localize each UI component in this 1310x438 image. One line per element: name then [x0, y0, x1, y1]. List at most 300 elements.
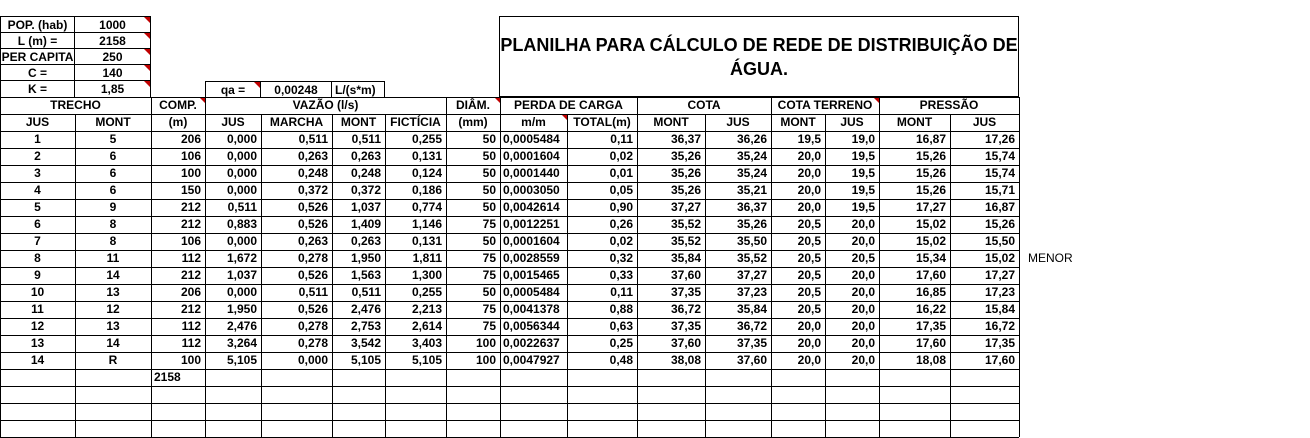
table-cell: 6 — [109, 149, 117, 163]
table-cell: 35,21 — [736, 183, 767, 197]
table-cell: 0,88 — [609, 302, 633, 316]
table-cell: 16,85 — [915, 285, 946, 299]
table-cell: 10 — [30, 285, 45, 299]
table-cell: 0,0015465 — [503, 268, 560, 282]
table-cell: 0,26 — [609, 217, 633, 231]
table-cell: 20,0 — [851, 285, 875, 299]
grid-line — [332, 114, 333, 437]
table-cell: 112 — [181, 336, 201, 350]
header-diam: DIÂM. — [446, 97, 500, 114]
subheader-cell: JUS — [972, 115, 997, 129]
table-cell: 0,0005484 — [503, 132, 560, 146]
table-cell: 0,511 — [351, 132, 381, 146]
param-value: 140 — [75, 64, 151, 81]
table-cell: 100 — [475, 353, 496, 367]
table-cell: 3,542 — [350, 336, 381, 350]
param-label: POP. (hab) — [0, 16, 75, 33]
table-cell: 50 — [482, 200, 496, 214]
table-cell: 15,26 — [915, 166, 946, 180]
grid-line — [879, 114, 880, 437]
table-cell: 37,27 — [736, 268, 767, 282]
table-cell: 15,84 — [984, 302, 1015, 316]
table-cell: 20,0 — [797, 149, 821, 163]
subheader-cell: FICTÍCIA — [390, 115, 441, 129]
table-cell: 15,74 — [984, 149, 1015, 163]
grid-line — [771, 114, 772, 437]
table-cell: 1,811 — [412, 251, 442, 265]
table-cell: 38,08 — [670, 353, 701, 367]
table-cell: 100 — [180, 166, 201, 180]
table-cell: 20,0 — [797, 336, 821, 350]
table-cell: 36,37 — [736, 200, 767, 214]
table-cell: 3,264 — [226, 336, 257, 350]
grid-line — [637, 97, 638, 114]
table-cell: 19,0 — [851, 132, 875, 146]
table-cell: 20,5 — [797, 251, 821, 265]
table-cell: 0,263 — [297, 234, 328, 248]
table-cell: 0,02 — [609, 234, 633, 248]
table-cell: 8 — [109, 217, 117, 231]
table-cell: 0,0047927 — [503, 353, 560, 367]
subheader-cell: MONT — [780, 115, 816, 129]
grid-line — [0, 386, 1019, 387]
table-cell: 50 — [482, 149, 496, 163]
subheader-cell: MONT — [653, 115, 689, 129]
table-cell: 35,26 — [670, 166, 701, 180]
grid-line — [567, 114, 568, 437]
table-cell: 106 — [180, 234, 201, 248]
table-cell: 0,90 — [609, 200, 633, 214]
grid-line — [261, 114, 262, 437]
table-cell: 17,35 — [984, 336, 1015, 350]
table-cell: 20,5 — [797, 234, 821, 248]
table-cell: 2,753 — [350, 319, 381, 333]
table-cell: 75 — [482, 319, 496, 333]
table-cell: 0,0005484 — [503, 285, 560, 299]
grid-line — [0, 182, 1019, 183]
table-cell: 75 — [482, 217, 496, 231]
header-pressao: PRESSÃO — [919, 98, 979, 112]
table-cell: 17,60 — [915, 268, 946, 282]
table-cell: 0,25 — [609, 336, 633, 350]
table-cell: 0,33 — [609, 268, 633, 282]
table-cell: 7 — [34, 234, 41, 248]
table-cell: 3 — [34, 166, 41, 180]
grid-line — [151, 114, 152, 437]
table-cell: 17,23 — [984, 285, 1015, 299]
table-cell: 20,0 — [851, 217, 875, 231]
table-cell: 6 — [109, 166, 117, 180]
table-cell: 20,0 — [797, 353, 821, 367]
table-cell: 37,60 — [670, 336, 701, 350]
table-cell: 35,84 — [670, 251, 701, 265]
table-cell: 9 — [34, 268, 41, 282]
grid-line — [825, 114, 826, 437]
table-cell: 50 — [482, 285, 496, 299]
grid-line — [205, 97, 206, 114]
table-cell: 50 — [482, 166, 496, 180]
grid-line — [879, 97, 880, 114]
table-cell: 1 — [34, 132, 41, 146]
table-cell: 50 — [482, 183, 496, 197]
grid-line — [0, 403, 1019, 404]
table-cell: 0,0001604 — [503, 234, 560, 248]
table-cell: 20,5 — [851, 251, 875, 265]
table-cell: 50 — [482, 234, 496, 248]
table-cell: 206 — [180, 132, 201, 146]
header-perda: PERDA DE CARGA — [514, 98, 623, 112]
table-cell: 15,34 — [915, 251, 946, 265]
grid-line — [151, 97, 152, 114]
table-cell: 0,526 — [297, 302, 328, 316]
table-cell: 75 — [482, 268, 496, 282]
table-cell: 5,105 — [226, 353, 257, 367]
table-cell: 13 — [106, 319, 120, 333]
table-cell: 20,0 — [851, 353, 875, 367]
table-cell: 0,05 — [609, 183, 633, 197]
table-cell: 1,300 — [411, 268, 442, 282]
table-cell: 5 — [34, 200, 41, 214]
table-cell: 6 — [109, 183, 117, 197]
grid-line — [0, 97, 1, 114]
table-cell: 0,372 — [350, 183, 381, 197]
table-cell: 2 — [34, 149, 41, 163]
subheader-cell: MONT — [896, 115, 933, 129]
page-title: PLANILHA PARA CÁLCULO DE REDE DE DISTRIBUIÇÃO DE ÁGUA. — [500, 35, 1018, 79]
table-cell: 0,0001440 — [503, 166, 560, 180]
table-cell: 19,5 — [851, 149, 875, 163]
table-cell: 37,35 — [670, 319, 701, 333]
grid-line — [0, 216, 1019, 217]
table-cell: 0,0056344 — [503, 319, 560, 333]
table-cell: 17,60 — [984, 353, 1015, 367]
param-label: PER CAPITA — [1, 50, 74, 64]
table-cell: 3,403 — [411, 336, 442, 350]
table-cell: 20,0 — [851, 302, 875, 316]
grid-line — [1019, 97, 1020, 114]
table-cell: 20,0 — [851, 234, 875, 248]
table-cell: 0,63 — [609, 319, 633, 333]
qa-label: qa = — [205, 81, 261, 97]
table-cell: 1,037 — [350, 200, 381, 214]
table-cell: 0,0001604 — [503, 149, 560, 163]
table-cell: 14 — [30, 353, 45, 367]
table-cell: 37,60 — [736, 353, 767, 367]
grid-line — [0, 352, 1019, 353]
title-box — [499, 16, 1019, 97]
grid-line — [705, 114, 706, 437]
table-cell: 0,255 — [411, 132, 442, 146]
table-cell: 19,5 — [797, 132, 821, 146]
grid-line — [500, 97, 501, 114]
table-cell: 0,11 — [610, 132, 633, 146]
table-cell: 1,950 — [350, 251, 381, 265]
subheader-cell: MONT — [95, 115, 131, 129]
table-cell: 37,35 — [736, 336, 767, 350]
table-cell: 0,774 — [411, 200, 442, 214]
table-cell: 0,278 — [297, 336, 328, 350]
table-cell: 1,672 — [226, 251, 257, 265]
table-cell: 37,27 — [670, 200, 701, 214]
grid-line — [0, 267, 1019, 268]
table-cell: 17,60 — [915, 336, 946, 350]
table-cell: 35,26 — [670, 183, 701, 197]
table-cell: 2,476 — [350, 302, 381, 316]
grid-line — [0, 233, 1019, 234]
qa-unit: L/(s*m) — [332, 81, 385, 97]
param-value: 1000 — [75, 16, 151, 33]
table-cell: 1,037 — [226, 268, 257, 282]
table-cell: 19,5 — [851, 183, 875, 197]
table-cell: 0,0022637 — [503, 336, 560, 350]
grid-line — [0, 318, 1019, 319]
grid-line — [0, 369, 1019, 370]
table-cell: 17,27 — [984, 268, 1015, 282]
table-cell: 0,278 — [297, 251, 328, 265]
table-cell: 0,883 — [226, 217, 257, 231]
table-cell: 100 — [475, 336, 496, 350]
table-cell: 0,000 — [226, 285, 257, 299]
header-comp: COMP. — [151, 97, 205, 114]
param-label: K = — [0, 80, 75, 97]
table-cell: 12 — [30, 319, 45, 333]
table-cell: 0,511 — [298, 285, 328, 299]
table-cell: 35,84 — [736, 302, 767, 316]
table-cell: 20,5 — [797, 302, 821, 316]
table-cell: 16,72 — [984, 319, 1015, 333]
subheader-cell: JUS — [726, 115, 750, 129]
table-cell: 0,263 — [350, 149, 381, 163]
table-cell: 17,26 — [984, 132, 1015, 146]
header-trecho: TRECHO — [50, 98, 101, 112]
table-cell: 1,950 — [226, 302, 257, 316]
table-cell: 75 — [482, 302, 496, 316]
table-cell: 0,32 — [609, 251, 633, 265]
param-label: L (m) = — [0, 32, 75, 49]
table-cell: 100 — [180, 353, 201, 367]
table-cell: 1,146 — [411, 217, 442, 231]
param-value: 1,85 — [75, 80, 151, 97]
subheader-cell: JUS — [840, 115, 864, 129]
table-cell: 0,000 — [226, 234, 257, 248]
table-cell: 20,0 — [851, 319, 875, 333]
table-cell: 15,26 — [915, 183, 946, 197]
table-cell: 20,0 — [797, 200, 821, 214]
table-cell: 11 — [31, 302, 44, 316]
table-cell: 0,000 — [226, 183, 257, 197]
param-label: C = — [0, 64, 75, 81]
header-cota: COTA — [687, 98, 721, 112]
grid-line — [0, 114, 1019, 115]
table-cell: 20,0 — [851, 336, 875, 350]
table-cell: 0,255 — [411, 285, 442, 299]
table-cell: 5,105 — [350, 353, 381, 367]
table-cell: 20,0 — [851, 268, 875, 282]
grid-line — [385, 114, 386, 437]
table-cell: 0,263 — [350, 234, 381, 248]
menor-note: MENOR — [1028, 251, 1073, 265]
table-cell: 12 — [106, 302, 120, 316]
grid-line — [0, 335, 1019, 336]
table-cell: 36,72 — [670, 302, 701, 316]
grid-line — [1019, 114, 1020, 437]
table-cell: 2,614 — [411, 319, 442, 333]
table-cell: 35,26 — [736, 217, 767, 231]
table-cell: 9 — [109, 200, 117, 214]
table-cell: 35,52 — [736, 251, 767, 265]
table-cell: 1,409 — [350, 217, 381, 231]
table-cell: 15,71 — [984, 183, 1015, 197]
table-cell: 0,000 — [226, 166, 257, 180]
grid-line — [0, 199, 1019, 200]
grid-line — [0, 284, 1019, 285]
table-cell: 19,5 — [851, 166, 875, 180]
grid-line — [0, 97, 1019, 98]
table-cell: 212 — [180, 200, 201, 214]
table-cell: 14 — [106, 268, 120, 282]
table-cell: 112 — [181, 319, 201, 333]
table-cell: 17,27 — [915, 200, 946, 214]
table-cell: 35,52 — [670, 234, 701, 248]
grid-line — [0, 165, 1019, 166]
table-cell: 35,24 — [736, 166, 767, 180]
grid-line — [500, 114, 501, 437]
table-cell: 212 — [180, 217, 201, 231]
param-value: 2158 — [75, 32, 151, 49]
table-cell: 50 — [482, 132, 496, 146]
table-cell: 0,124 — [411, 166, 442, 180]
table-cell: 18,08 — [915, 353, 946, 367]
table-cell: 0,526 — [297, 217, 328, 231]
table-cell: 13 — [106, 285, 120, 299]
table-cell: 106 — [180, 149, 201, 163]
subheader-cell: MARCHA — [269, 115, 324, 129]
table-cell: 36,72 — [736, 319, 767, 333]
subheader-cell: JUS — [25, 115, 50, 129]
table-cell: 15,02 — [915, 234, 946, 248]
grid-line — [75, 114, 76, 437]
table-cell: 0,248 — [350, 166, 381, 180]
grid-line — [446, 97, 447, 114]
table-cell: 20,5 — [797, 285, 821, 299]
table-cell: 17,35 — [915, 319, 946, 333]
qa-value: 0,00248 — [261, 81, 332, 97]
table-cell: 0,0012251 — [503, 217, 560, 231]
table-cell: 35,26 — [670, 149, 701, 163]
table-cell: 16,87 — [984, 200, 1015, 214]
table-cell: 37,35 — [670, 285, 701, 299]
table-cell: 0,0028559 — [503, 251, 560, 265]
table-cell: 0,278 — [297, 319, 328, 333]
table-cell: 8 — [109, 234, 117, 248]
table-cell: 2,476 — [226, 319, 257, 333]
table-cell: 15,74 — [984, 166, 1015, 180]
table-cell: 8 — [34, 251, 41, 265]
subheader-cell: (m) — [168, 115, 188, 129]
table-cell: 15,50 — [984, 234, 1015, 248]
grid-line — [0, 131, 1019, 132]
table-cell: 15,02 — [984, 251, 1015, 265]
grid-line — [0, 250, 1019, 251]
table-cell: 15,26 — [984, 217, 1015, 231]
table-cell: 0,511 — [351, 285, 381, 299]
header-vazao: VAZÃO (l/s) — [292, 98, 359, 112]
subheader-cell: (mm) — [458, 115, 488, 129]
table-cell: 16,22 — [915, 302, 946, 316]
grid-line — [0, 148, 1019, 149]
grid-line — [446, 114, 447, 437]
table-cell: 0,000 — [226, 149, 257, 163]
table-cell: 0,248 — [297, 166, 328, 180]
table-cell: 0,526 — [297, 200, 328, 214]
table-cell: 4 — [34, 183, 41, 197]
table-cell: 5 — [109, 132, 117, 146]
table-cell: 0,000 — [297, 353, 328, 367]
table-cell: 0,48 — [609, 353, 633, 367]
table-cell: 36,26 — [736, 132, 767, 146]
table-cell: 5,105 — [411, 353, 442, 367]
subheader-cell: MONT — [340, 115, 377, 129]
table-cell: 0,11 — [610, 285, 633, 299]
table-cell: 2,213 — [411, 302, 442, 316]
table-cell: 150 — [180, 183, 201, 197]
table-cell: 20,0 — [797, 166, 821, 180]
table-cell: 206 — [180, 285, 201, 299]
subheader-cell: m/m — [500, 114, 567, 131]
table-cell: 0,372 — [297, 183, 328, 197]
table-cell: 0,511 — [227, 200, 257, 214]
header-cota-terreno: COTA TERRENO — [771, 97, 879, 114]
table-cell: 0,0042614 — [503, 200, 560, 214]
table-cell: 75 — [482, 251, 496, 265]
total-comp: 2158 — [154, 370, 181, 384]
grid-line — [950, 114, 951, 437]
table-cell: R — [108, 353, 118, 367]
subheader-cell: JUS — [221, 115, 245, 129]
param-value: 250 — [75, 48, 151, 65]
table-cell: 37,23 — [736, 285, 767, 299]
table-cell: 19,5 — [851, 200, 875, 214]
table-cell: 37,60 — [670, 268, 701, 282]
table-cell: 0,0003050 — [503, 183, 560, 197]
table-cell: 0,131 — [411, 149, 442, 163]
table-cell: 0,000 — [226, 132, 257, 146]
table-cell: 0,263 — [297, 149, 328, 163]
table-cell: 112 — [181, 251, 201, 265]
table-cell: 1,563 — [350, 268, 381, 282]
table-cell: 0,186 — [411, 183, 442, 197]
table-cell: 212 — [180, 302, 201, 316]
table-cell: 20,0 — [797, 183, 821, 197]
table-cell: 0,131 — [411, 234, 442, 248]
table-cell: 0,526 — [297, 268, 328, 282]
subheader-cell: TOTAL(m) — [573, 115, 631, 129]
table-cell: 20,5 — [797, 268, 821, 282]
grid-line — [637, 114, 638, 437]
table-cell: 0,01 — [609, 166, 633, 180]
table-cell: 11 — [106, 251, 120, 265]
table-cell: 35,50 — [736, 234, 767, 248]
table-cell: 0,511 — [298, 132, 328, 146]
table-cell: 13 — [30, 336, 45, 350]
table-cell: 15,02 — [915, 217, 946, 231]
table-cell: 20,0 — [797, 319, 821, 333]
table-cell: 212 — [180, 268, 201, 282]
grid-line — [0, 301, 1019, 302]
table-cell: 0,02 — [609, 149, 633, 163]
table-cell: 35,52 — [670, 217, 701, 231]
grid-line — [205, 114, 206, 437]
